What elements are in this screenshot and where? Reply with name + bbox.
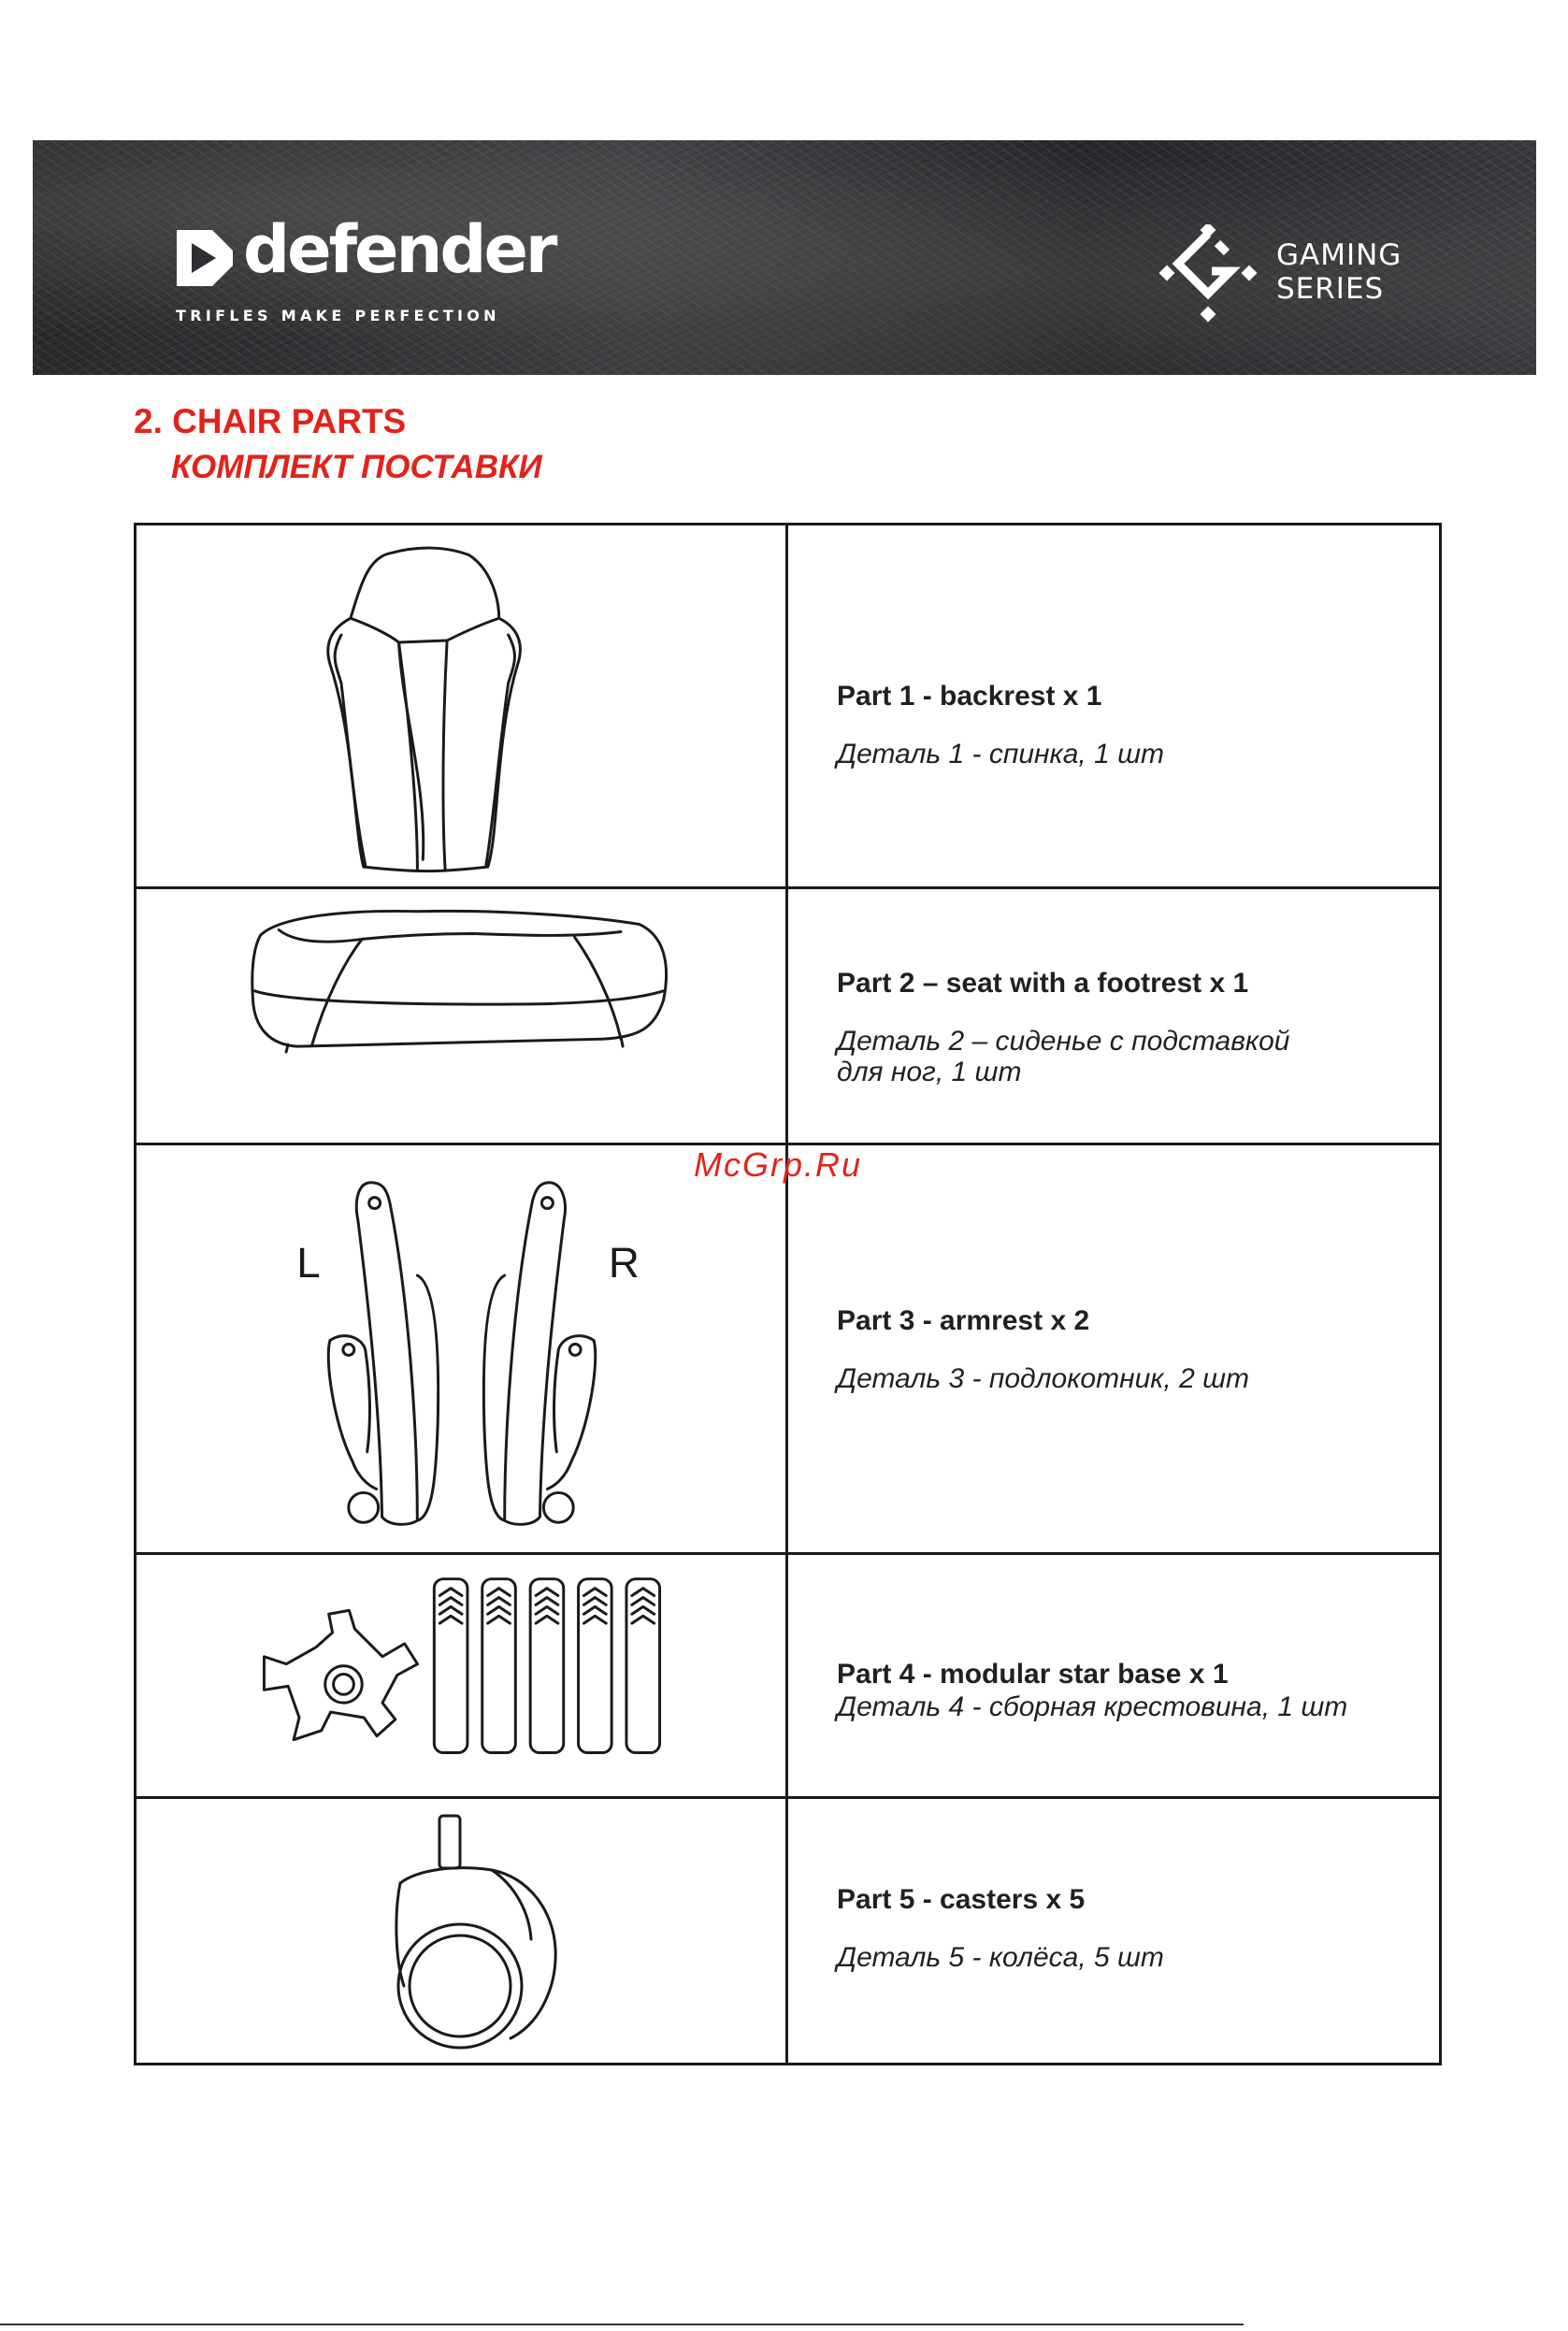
part-label-en: Part 3 - armrest x 2 xyxy=(837,1305,1090,1336)
part-image-cell xyxy=(137,1799,788,2065)
part-label-ru: Деталь 1 - спинка, 1 шт xyxy=(837,739,1164,770)
part-label-en: Part 1 - backrest x 1 xyxy=(837,681,1102,712)
part-row-4 xyxy=(137,1555,1439,1799)
part-text-cell xyxy=(837,1883,1164,1973)
part-image-cell xyxy=(137,889,788,1143)
parts-table xyxy=(134,523,1442,2065)
series-line-2: SERIES xyxy=(1276,272,1385,306)
part-row-5 xyxy=(137,1799,1439,2065)
brand-tagline: TRIFLES MAKE PERFECTION xyxy=(176,307,500,324)
part-label-ru-line-2: для ног, 1 шт xyxy=(837,1057,1022,1087)
part-text-cell xyxy=(837,1658,1347,1722)
left-mark: L xyxy=(296,1239,321,1288)
star-base-icon xyxy=(137,1555,788,1796)
part-label-en: Part 2 – seat with a footrest x 1 xyxy=(837,968,1249,999)
part-label-en: Part 5 - casters x 5 xyxy=(837,1884,1086,1915)
part-image-cell xyxy=(137,525,788,886)
backrest-icon xyxy=(137,525,788,886)
part-image-cell xyxy=(137,1145,788,1552)
header-banner xyxy=(33,140,1536,375)
defender-shield-icon xyxy=(175,228,235,288)
part-label-en: Part 4 - modular star base x 1 xyxy=(837,1659,1229,1690)
part-text-cell xyxy=(837,1304,1249,1394)
right-mark: R xyxy=(608,1239,640,1288)
part-text-cell xyxy=(837,680,1164,770)
base-legs xyxy=(434,1579,659,1753)
part-label-ru: Деталь 3 - подлокотник, 2 шт xyxy=(837,1363,1250,1394)
caster-icon xyxy=(137,1799,788,2065)
watermark: McGrp.Ru xyxy=(694,1145,863,1184)
part-row-1 xyxy=(137,525,1439,889)
part-label-ru: Деталь 5 - колёса, 5 шт xyxy=(837,1942,1164,1973)
section-subtitle: КОМПЛЕКТ ПОСТАВКИ xyxy=(171,449,542,485)
brand-name: defender xyxy=(243,211,555,288)
series-line-1: GAMING xyxy=(1276,238,1403,272)
part-image-cell xyxy=(137,1555,788,1796)
armrest-icon xyxy=(137,1145,788,1552)
footer-rule xyxy=(0,2324,1244,2325)
part-text-cell xyxy=(837,967,1289,1087)
part-label-ru: Деталь 4 - сборная крестовина, 1 шт xyxy=(837,1691,1348,1722)
gaming-series-label xyxy=(1276,238,1402,306)
part-row-3 xyxy=(137,1145,1439,1555)
part-label-ru-line-1: Деталь 2 – сиденье с подставкой xyxy=(837,1026,1290,1057)
seat-icon xyxy=(137,889,788,1143)
gaming-series-g-icon xyxy=(1159,224,1258,323)
section-title: 2. CHAIR PARTS xyxy=(134,402,407,440)
part-row-2 xyxy=(137,889,1439,1145)
